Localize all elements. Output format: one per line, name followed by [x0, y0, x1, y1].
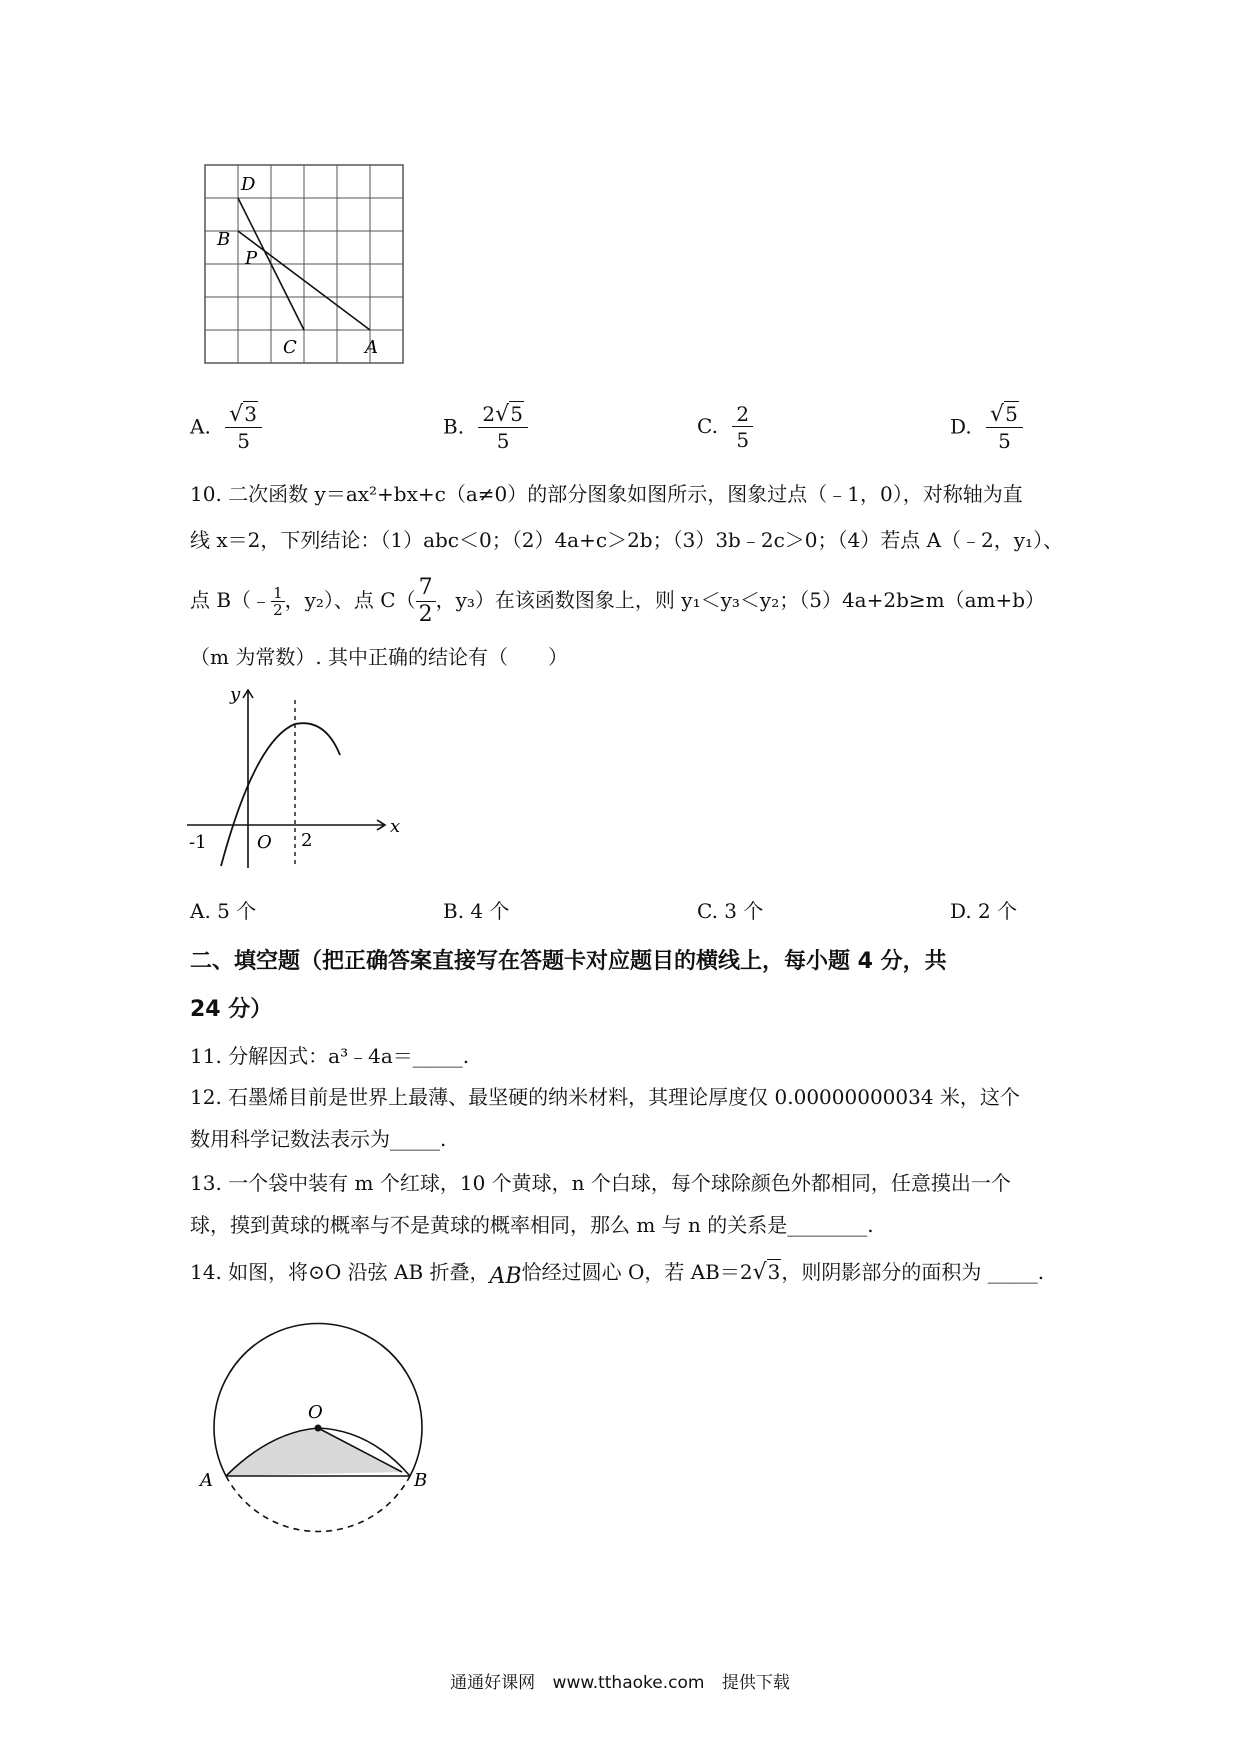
q9-option-c	[697, 402, 753, 453]
label-o: O	[308, 1402, 323, 1423]
arc-ab-label: AB	[489, 1264, 522, 1289]
fraction-one-half: $\frac{1}{2}$	[273, 584, 283, 619]
q9-option-d	[950, 402, 1023, 454]
point-label-c: C	[283, 337, 297, 358]
q10-option-c: C. 3 个	[697, 899, 764, 923]
label-b: B	[414, 1470, 428, 1491]
q13-line-1: 13. 一个袋中装有 m 个红球，10 个黄球，n 个白球，每个球除颜色外都相同，任意摸出一个	[190, 1171, 1011, 1195]
section-2-heading-line-2: 24 分）	[190, 997, 273, 1022]
footer-site-name: 通通好课网	[450, 1673, 536, 1693]
q14-circle-figure	[190, 1310, 450, 1560]
page-footer	[0, 1668, 1240, 1693]
q10-line-1: 10. 二次函数 y＝ax²+bx+c（a≠0）的部分图象如图所示，图象过点（﹣1，0），对称轴为直	[190, 482, 1023, 506]
q10-line-4: （m 为常数）. 其中正确的结论有（ ）	[190, 645, 569, 669]
q14-text: 14. 如图，将⊙O 沿弦 AB 折叠，AB恰经过圆心 O，若 AB＝2√3，则阴影部分的面积为 _____.	[190, 1260, 1045, 1289]
fraction-seven-halves: $\frac{7}{2}$	[416, 575, 436, 628]
q10-line-2: 线 x＝2，下列结论：（1）abc＜0；（2）4a+c＞2b；（3）3b﹣2c＞0；（4）若点 A（﹣2，y₁）、	[190, 528, 1064, 552]
option-c-letter: C.	[697, 414, 718, 438]
q10-option-d: D. 2 个	[950, 899, 1018, 923]
q10-option-b: B. 4 个	[443, 899, 510, 923]
origin-label: O	[257, 832, 272, 853]
q13-line-2: 球，摸到黄球的概率与不是黄球的概率相同，那么 m 与 n 的关系是________.	[190, 1213, 874, 1237]
section-2-heading-line-1: 二、填空题（把正确答案直接写在答题卡对应题目的横线上，每小题 4 分，共	[190, 949, 947, 974]
option-a-fraction: $\frac{√3}{5}$	[225, 402, 262, 454]
option-b-letter: B.	[443, 414, 465, 439]
parabola-curve	[221, 723, 340, 866]
q11-text: 11. 分解因式：a³﹣4a＝_____.	[190, 1044, 470, 1068]
q12-line-1: 12. 石墨烯目前是世界上最薄、最坚硬的纳米材料，其理论厚度仅 0.00000000034 米，这个	[190, 1085, 1020, 1109]
label-a: A	[200, 1470, 213, 1491]
option-d-letter: D.	[950, 414, 972, 439]
shaded-region	[226, 1428, 402, 1476]
q9-grid-figure	[195, 160, 415, 375]
q10-line-3: 点 B（﹣ $\frac{1}{2}$ ，y₂）、点 C（ $\frac{7}{2}$ ，y₃）在该函数图象上，则 y₁＜y₃＜y₂；（5）4a+2b≥m（am+b）	[190, 575, 1046, 627]
footer-note: 提供下载	[721, 1673, 790, 1693]
point-label-a: A	[365, 337, 378, 358]
q10-parabola-figure	[185, 680, 415, 870]
y-axis-label: y	[230, 684, 241, 705]
option-d-fraction: $\frac{√5}{5}$	[986, 402, 1023, 454]
q9-option-b	[443, 402, 528, 454]
option-a-letter: A.	[190, 414, 211, 439]
two-label: 2	[301, 830, 313, 851]
q9-option-a	[190, 402, 262, 454]
q10-option-a: A. 5 个	[190, 899, 257, 923]
point-label-b: B	[217, 229, 231, 250]
neg-one-label: -1	[189, 832, 207, 853]
option-c-fraction: $\frac{2}{5}$	[732, 402, 753, 453]
x-axis-label: x	[390, 816, 401, 837]
center-point-o	[315, 1425, 322, 1432]
option-b-fraction: $\frac{2√5}{5}$	[478, 402, 528, 454]
point-label-d: D	[241, 174, 256, 195]
q12-line-2: 数用科学记数法表示为_____.	[190, 1127, 447, 1151]
point-label-p: P	[245, 248, 258, 269]
circle-lower-arc-dashed	[226, 1476, 410, 1532]
footer-url[interactable]: www.tthaoke.com	[552, 1673, 705, 1693]
